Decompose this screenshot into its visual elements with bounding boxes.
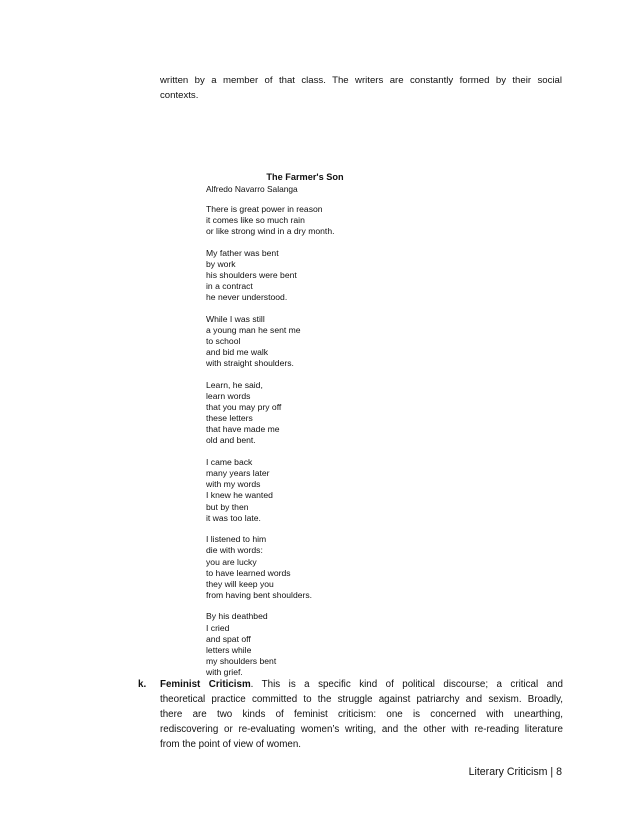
poem-line: a young man he sent me [206, 325, 301, 336]
section-line: rediscovering or re-evaluating women’s writing, and the other with re-reading literature [160, 724, 563, 736]
poem-line: with grief. [206, 666, 243, 677]
poem-line: By his deathbed [206, 611, 268, 622]
poem-line: you are lucky [206, 556, 257, 567]
poem-line: old and bent. [206, 435, 256, 446]
section-first-line-rest: . This is a specific kind of political discourse; a critical and [250, 679, 563, 690]
poem-line: it was too late. [206, 512, 261, 523]
poem-line: by work [206, 258, 236, 269]
poem-line: learn words [206, 391, 251, 402]
section-term: Feminist Criticism [160, 679, 251, 690]
poem-line: I came back [206, 457, 253, 468]
poem-line: he never understood. [206, 292, 288, 303]
poem-stanza [206, 534, 335, 601]
poem-line: his shoulders were bent [206, 270, 297, 281]
poem-line: to have learned words [206, 567, 291, 578]
poem-line: these letters [206, 413, 253, 424]
poem-line: that you may pry off [206, 402, 282, 413]
poem-line: There is great power in reason [206, 204, 323, 214]
poem-line: many years later [206, 468, 270, 479]
section-line: from the point of view of women. [160, 739, 302, 751]
poem-line: to school [206, 336, 241, 347]
poem-line: or like strong wind in a dry month. [206, 226, 335, 237]
intro-paragraph [160, 73, 562, 103]
poem-line: die with words: [206, 545, 263, 556]
poem-line: but by then [206, 501, 249, 512]
poem-line: it comes like so much rain [206, 215, 305, 226]
page-footer: Literary Criticism | 8 [468, 766, 562, 778]
poem-line: While I was still [206, 313, 265, 324]
poem-line: Learn, he said, [206, 380, 263, 390]
poem-body [206, 204, 335, 689]
poem-line: I knew he wanted [206, 490, 273, 501]
poem-stanza [206, 248, 335, 303]
poem-stanza [206, 380, 335, 447]
poem-line: letters while [206, 644, 252, 655]
section-first-line [160, 677, 563, 692]
poem-line: in a contract [206, 281, 253, 292]
poem-line: I cried [206, 622, 230, 633]
intro-line: written by a member of that class. The writers are constantly formed by their social [160, 75, 562, 86]
poem-line: from having bent shoulders. [206, 589, 313, 600]
poem-line: and spat off [206, 633, 251, 644]
section-line: theoretical practice committed to the struggle against patriarchy and sexism. Broadly, [160, 694, 563, 706]
poem-stanza [206, 457, 335, 524]
poem-line: I listened to him [206, 534, 267, 545]
section-line: there are two kinds of feminist criticism: one is concerned with unearthing, [160, 709, 563, 721]
poem-line: they will keep you [206, 578, 274, 589]
poem-stanza [206, 204, 335, 237]
poem-stanza [206, 611, 335, 678]
poem-title: The Farmer's Son [266, 172, 344, 182]
section-feminist-criticism [138, 677, 563, 752]
poem-author: Alfredo Navarro Salanga [206, 184, 298, 194]
poem-line: with my words [206, 479, 261, 490]
poem-line: with straight shoulders. [206, 358, 294, 369]
section-body [160, 677, 563, 752]
poem-line: My father was bent [206, 247, 279, 258]
intro-line: contexts. [160, 90, 199, 101]
poem-line: my shoulders bent [206, 655, 277, 666]
poem-stanza [206, 314, 335, 369]
poem-line: that have made me [206, 424, 280, 435]
section-marker: k. [138, 679, 147, 690]
poem-line: and bid me walk [206, 347, 269, 358]
